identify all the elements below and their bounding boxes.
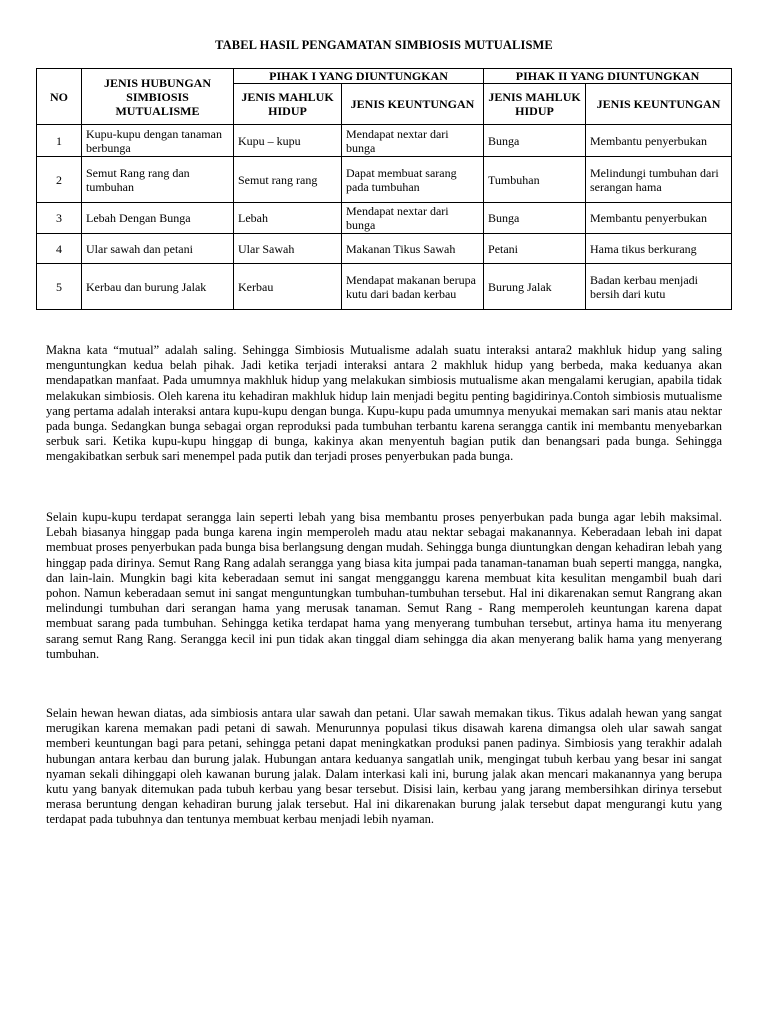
cell-hubungan: Semut Rang rang dan tumbuhan [82, 157, 234, 203]
cell-no: 1 [37, 125, 82, 157]
cell-mahluk-2: Petani [484, 234, 586, 264]
cell-hubungan: Ular sawah dan petani [82, 234, 234, 264]
header-jenis-mahluk-1: JENIS MAHLUK HIDUP [234, 84, 342, 125]
body-paragraph: Selain kupu-kupu terdapat serangga lain seperti lebah yang bisa membantu proses penyerbukan pada bunga agar lebih maksimal. Lebah biasanya hinggap pada bunga karena ingin memperoleh madu atau nektar sebagai makanannya. Keberadaan lebah ini dapat membuat proses penyerbukan pada bunga bisa berlangsung dengan mudah. Sehingga bunga diuntungkan dengan kehadiran lebah yang hinggap pada dirinya. Semut Rang Rang adalah serangga yang biasa kita jumpai pada tanaman-tanaman buah seperti mangga, nangka, dan lain-lain. Mungkin bagi kita keberadaan semut ini sangat mengganggu karena membuat kita kesulitan mengambil buah dari pohon. Namun keberadaan semut ini sangat menguntungkan tumbuhan-tumbuhan tersebut. Hal ini dikarenakan semut Rangrang akan melindungi tumbuhan dari serangan hama yang merusak tanaman. Semut Rang - Rang memperoleh keuntungan karena dapat membuat sarang pada tumbuhan. Sehingga ketika terdapat hama yang menyerang tumbuhan tersebut, artinya hama itu menyerang sarang semut Rang Rang. Serangga kecil ini pun tidak akan tinggal diam sehingga dia akan menyerang balik hama yang menyerang tumbuhan. [46, 510, 722, 661]
cell-keuntungan-1: Mendapat nextar dari bunga [342, 203, 484, 234]
cell-no: 5 [37, 264, 82, 310]
cell-no: 3 [37, 203, 82, 234]
cell-hubungan: Lebah Dengan Bunga [82, 203, 234, 234]
cell-mahluk-2: Tumbuhan [484, 157, 586, 203]
table-row [37, 264, 732, 310]
cell-hubungan: Kerbau dan burung Jalak [82, 264, 234, 310]
cell-keuntungan-2: Membantu penyerbukan [586, 125, 732, 157]
header-jenis-hubungan: JENIS HUBUNGAN SIMBIOSIS MUTUALISME [82, 69, 234, 125]
cell-no: 2 [37, 157, 82, 203]
cell-mahluk-1: Semut rang rang [234, 157, 342, 203]
table-row [37, 203, 732, 234]
cell-keuntungan-2: Membantu penyerbukan [586, 203, 732, 234]
header-pihak-2: PIHAK II YANG DIUNTUNGKAN [484, 69, 732, 84]
cell-mahluk-1: Kupu – kupu [234, 125, 342, 157]
table-header-row [37, 69, 732, 84]
table-row [37, 234, 732, 264]
table-row [37, 125, 732, 157]
header-jenis-mahluk-2: JENIS MAHLUK HIDUP [484, 84, 586, 125]
cell-keuntungan-2: Hama tikus berkurang [586, 234, 732, 264]
cell-mahluk-2: Burung Jalak [484, 264, 586, 310]
cell-keuntungan-1: Dapat membuat sarang pada tumbuhan [342, 157, 484, 203]
body-paragraph: Makna kata “mutual” adalah saling. Sehingga Simbiosis Mutualisme adalah suatu interaksi antara2 makhluk hidup yang saling menguntungkan kedua belah pihak. Jadi ketika terjadi interaksi antara 2 makhluk hidup yang berbeda, maka keduanya akan mendapatkan manfaat. Pada umumnya makhluk hidup yang melakukan simbiosis mutualisme akan mengalami kerugian, apabila tidak melakukan simbiosis. Oleh karena itu kehadiran makhluk hidup lain menjadi begitu penting bagidirinya.Contoh simbiosis mutualisme yang pertama adalah interaksi antara kupu-kupu dengan bunga. Kupu-kupu pada umumnya menyukai memakan sari manis atau nektar pada bunga. Sedangkan bunga sebagai organ reproduksi pada tumbuhan terbantu karena serangga cantik ini membantu menyebarkan serbuk sari. Ketika kupu-kupu hinggap di bunga, kakinya akan menyentuh bagian putik dan benangsari pada bunga. Sehingga mengakibatkan serbuk sari menempel pada putik dan terjadi proses penyerbukan pada bunga. [46, 343, 722, 464]
cell-keuntungan-2: Melindungi tumbuhan dari serangan hama [586, 157, 732, 203]
cell-mahluk-2: Bunga [484, 125, 586, 157]
header-jenis-keuntungan-2: JENIS KEUNTUNGAN [586, 84, 732, 125]
cell-mahluk-2: Bunga [484, 203, 586, 234]
cell-mahluk-1: Lebah [234, 203, 342, 234]
body-paragraph-1-block [46, 343, 722, 465]
observation-table [36, 68, 732, 310]
body-paragraph-2-block [46, 510, 722, 662]
document-title: TABEL HASIL PENGAMATAN SIMBIOSIS MUTUALISME [215, 38, 553, 52]
cell-keuntungan-1: Mendapat nextar dari bunga [342, 125, 484, 157]
cell-mahluk-1: Ular Sawah [234, 234, 342, 264]
body-paragraph: Selain hewan hewan diatas, ada simbiosis antara ular sawah dan petani. Ular sawah memakan tikus. Tikus adalah hewan yang sangat merugikan karena memakan padi petani di sawah. Menurunnya populasi tikus disawah karena dimangsa oleh ular sawah sangat memberi keuntungan bagi para petani, sehingga petani dapat meningkatkan produksi panen padinya. Simbiosis yang terakhir adalah hubungan antara kerbau dan burung jalak. Hubungan antara keduanya sangatlah unik, mengingat tubuh kerbau yang besar ini sangat nyaman sekali dihinggapi oleh kawanan burung jalak. Dalam interkasi kali ini, burung jalak akan mencari makanannya yang berupa kutu yang banyak ditemukan pada tubuh kerbau yang besar tersebut. Disisi lain, kerbau yang jarang membersihkan dirinya tersebut merasa beruntung dengan kehadiran burung jalak tersebut. Hal ini dikarenakan burung jalak tersebut dapat mengurangi kutu yang terdapat pada tubuhnya dan tentunya membuat kerbau menjadi lebih nyaman. [46, 706, 722, 827]
header-jenis-keuntungan-1: JENIS KEUNTUNGAN [342, 84, 484, 125]
body-paragraph-3-block [46, 706, 722, 828]
header-pihak-1: PIHAK I YANG DIUNTUNGKAN [234, 69, 484, 84]
header-no: NO [37, 69, 82, 125]
cell-no: 4 [37, 234, 82, 264]
cell-keuntungan-1: Makanan Tikus Sawah [342, 234, 484, 264]
cell-mahluk-1: Kerbau [234, 264, 342, 310]
cell-keuntungan-1: Mendapat makanan berupa kutu dari badan kerbau [342, 264, 484, 310]
cell-keuntungan-2: Badan kerbau menjadi bersih dari kutu [586, 264, 732, 310]
cell-hubungan: Kupu-kupu dengan tanaman berbunga [82, 125, 234, 157]
table-row [37, 157, 732, 203]
